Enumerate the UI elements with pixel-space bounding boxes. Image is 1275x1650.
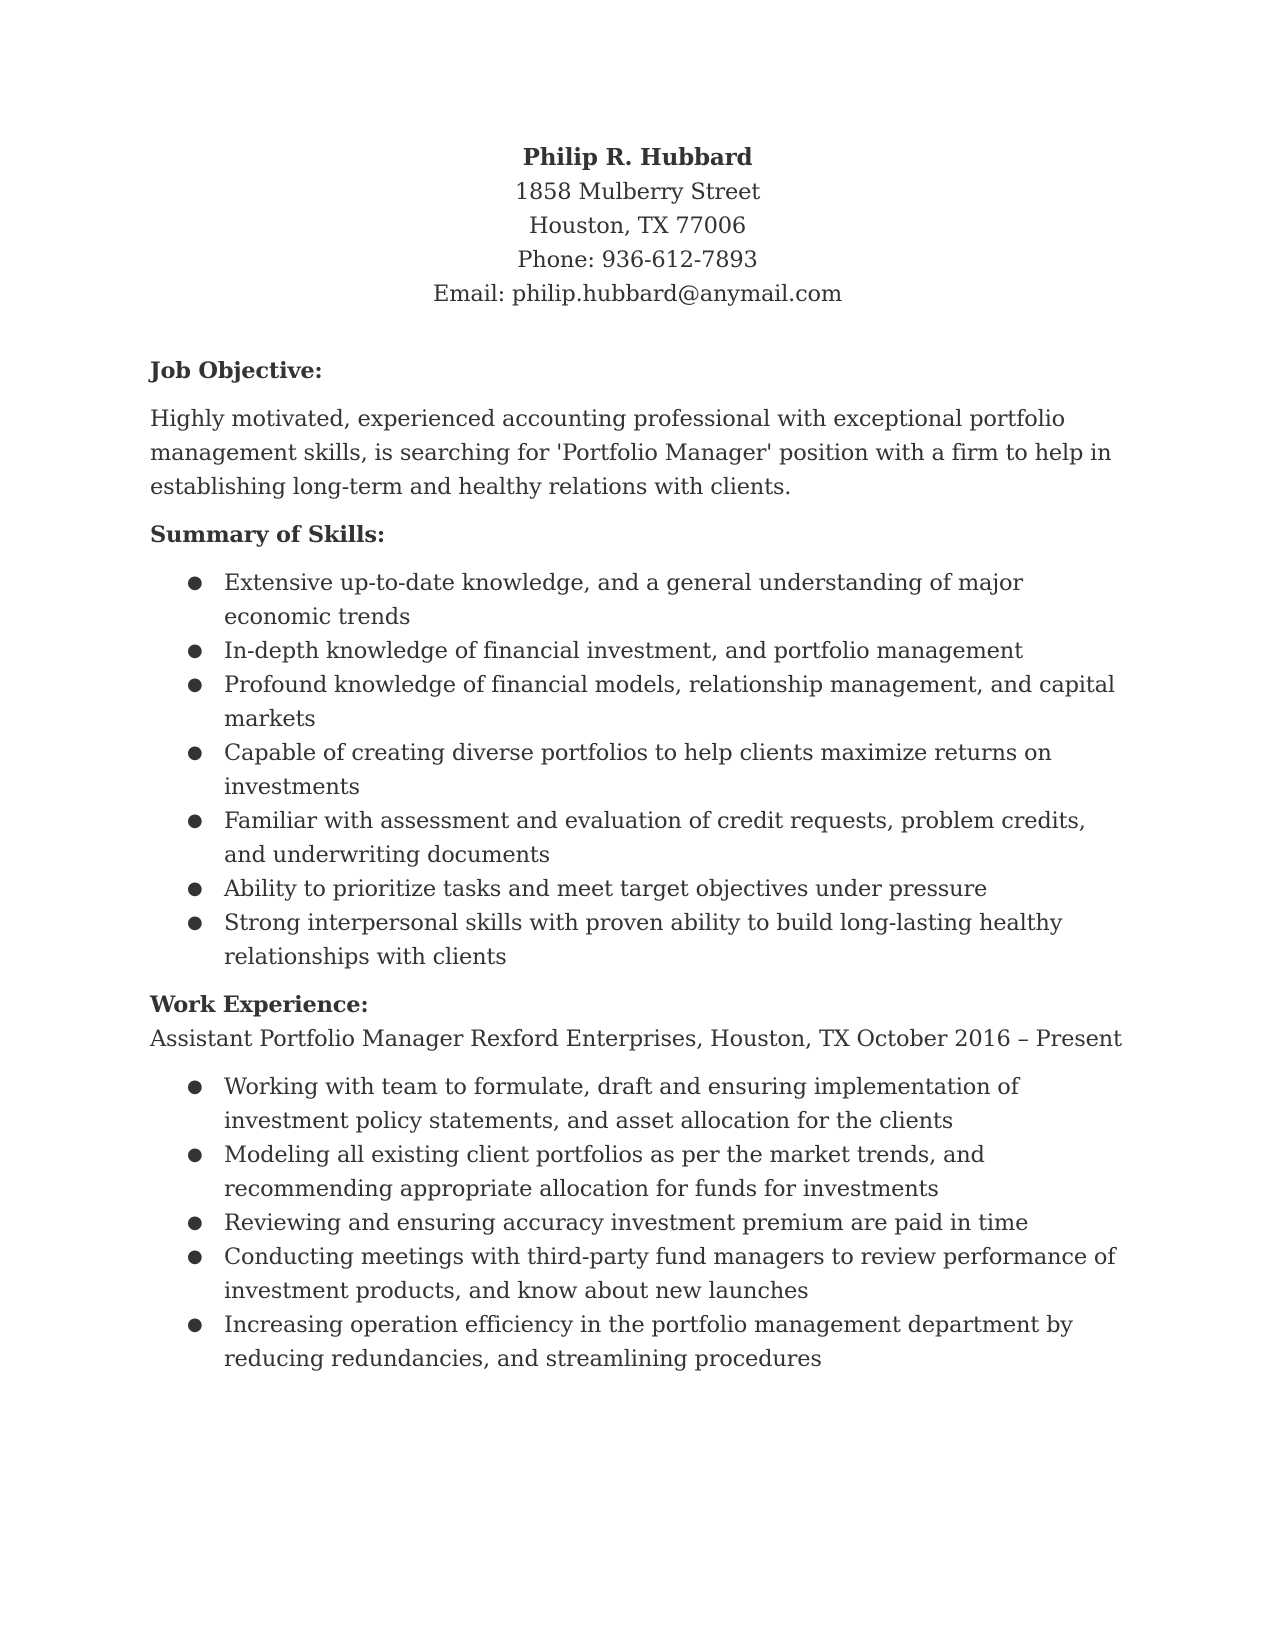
- bullet-icon: ●: [187, 1212, 203, 1233]
- candidate-name: Philip R. Hubbard: [522, 144, 753, 171]
- bullet-icon: ●: [187, 878, 203, 899]
- list-item: [150, 1138, 1125, 1206]
- bullet-icon: ●: [187, 810, 203, 831]
- phone-number: Phone: 936-612-7893: [517, 247, 758, 273]
- objective-heading: Job Objective:: [150, 358, 323, 384]
- list-item: [150, 906, 1125, 974]
- skill-text: In-depth knowledge of financial investment, and portfolio management: [224, 638, 1023, 664]
- job-title-line: Assistant Portfolio Manager Rexford Enterprises, Houston, TX October 2016 – Present: [150, 1026, 1122, 1052]
- skills-list: [150, 566, 1125, 974]
- email-address: Email: philip.hubbard@anymail.com: [433, 281, 842, 307]
- skill-text: Familiar with assessment and evaluation of credit requests, problem credits, and underwriting documents: [224, 808, 1086, 868]
- experience-list: [150, 1070, 1125, 1376]
- skill-text: Ability to prioritize tasks and meet target objectives under pressure: [224, 876, 988, 902]
- bullet-icon: ●: [187, 1144, 203, 1165]
- duty-text: Modeling all existing client portfolios as per the market trends, and recommending appropriate allocation for funds for investments: [224, 1142, 985, 1202]
- city-state-zip: Houston, TX 77006: [529, 213, 746, 239]
- list-item: [150, 1308, 1125, 1376]
- skills-heading: Summary of Skills:: [150, 522, 385, 548]
- contact-header: [0, 141, 1275, 311]
- duty-text: Reviewing and ensuring accuracy investment premium are paid in time: [224, 1210, 1029, 1236]
- list-item: [150, 566, 1125, 634]
- list-item: [150, 1206, 1125, 1240]
- list-item: [150, 736, 1125, 804]
- skill-text: Capable of creating diverse portfolios to help clients maximize returns on investments: [224, 740, 1052, 800]
- duty-text: Conducting meetings with third-party fund managers to review performance of investment products, and know about new launches: [224, 1244, 1116, 1304]
- list-item: [150, 1070, 1125, 1138]
- bullet-icon: ●: [187, 1246, 203, 1267]
- list-item: [150, 1240, 1125, 1308]
- bullet-icon: ●: [187, 912, 203, 933]
- duty-text: Increasing operation efficiency in the portfolio management department by reducing redundancies, and streamlining procedures: [224, 1312, 1073, 1372]
- skill-text: Profound knowledge of financial models, relationship management, and capital markets: [224, 672, 1115, 732]
- resume-body: [150, 354, 1125, 1376]
- street-address: 1858 Mulberry Street: [514, 179, 761, 205]
- list-item: [150, 668, 1125, 736]
- list-item: [150, 804, 1125, 872]
- skill-text: Extensive up-to-date knowledge, and a general understanding of major economic trends: [224, 570, 1023, 630]
- bullet-icon: ●: [187, 640, 203, 661]
- bullet-icon: ●: [187, 674, 203, 695]
- bullet-icon: ●: [187, 1314, 203, 1335]
- duty-text: Working with team to formulate, draft and ensuring implementation of investment policy statements, and asset allocation for the clients: [224, 1074, 1019, 1134]
- list-item: [150, 634, 1125, 668]
- bullet-icon: ●: [187, 572, 203, 593]
- objective-text: Highly motivated, experienced accounting professional with exceptional portfolio management skills, is searching for 'Portfolio Manager' position with a firm to help in establishing long-term and healthy relations with clients.: [150, 406, 1112, 500]
- list-item: [150, 872, 1125, 906]
- bullet-icon: ●: [187, 742, 203, 763]
- bullet-icon: ●: [187, 1076, 203, 1097]
- experience-heading: Work Experience:: [150, 992, 369, 1018]
- skill-text: Strong interpersonal skills with proven ability to build long-lasting healthy relationships with clients: [224, 910, 1063, 970]
